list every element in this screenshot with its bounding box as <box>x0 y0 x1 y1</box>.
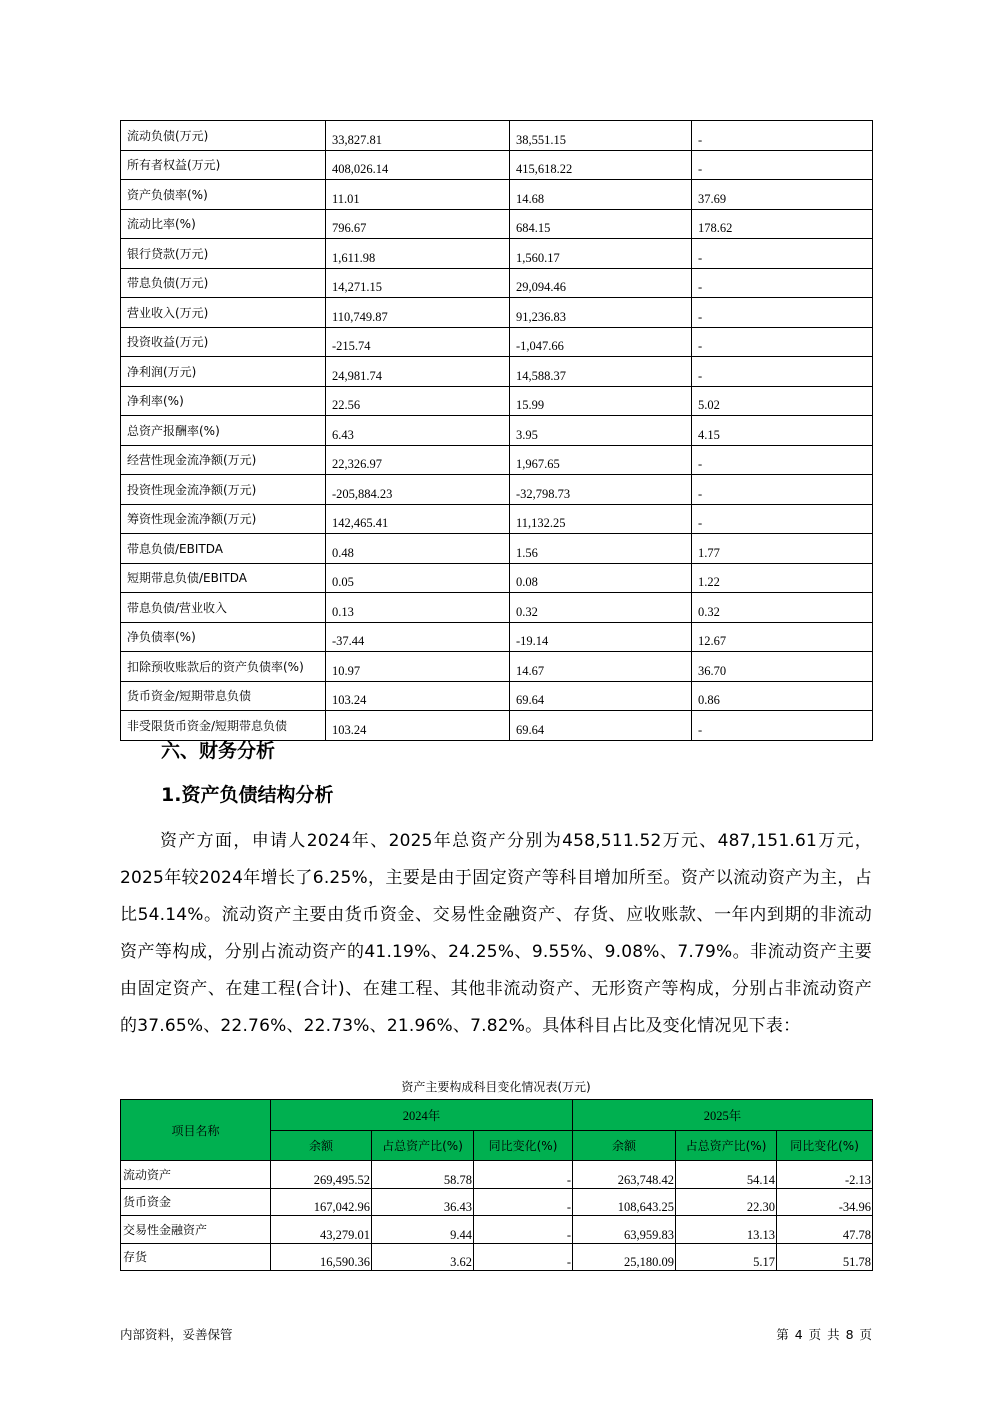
metric-value-3: - <box>692 298 873 328</box>
metric-value-3: - <box>692 150 873 180</box>
metric-value-1: 33,827.81 <box>326 121 510 151</box>
metric-label: 带息负债(万元) <box>121 268 326 298</box>
share-header: 占总资产比(%) <box>676 1131 777 1161</box>
change-header: 同比变化(%) <box>777 1131 873 1161</box>
balance-2024: 167,042.96 <box>271 1188 372 1216</box>
metric-label: 带息负债/EBITDA <box>121 534 326 564</box>
table-row <box>121 534 873 564</box>
table-row <box>121 563 873 593</box>
metric-value-2: 415,618.22 <box>510 150 692 180</box>
change-2024: - <box>474 1188 573 1216</box>
metric-label: 投资性现金流净额(万元) <box>121 475 326 505</box>
metric-label: 流动比率(%) <box>121 209 326 239</box>
table-row <box>121 681 873 711</box>
metric-value-2: 14,588.37 <box>510 357 692 387</box>
metric-label: 营业收入(万元) <box>121 298 326 328</box>
metric-value-3: 1.22 <box>692 563 873 593</box>
metric-value-1: 10.97 <box>326 652 510 682</box>
metric-value-1: 14,271.15 <box>326 268 510 298</box>
metric-value-2: -19.14 <box>510 622 692 652</box>
asset-item-label: 交易性金融资产 <box>121 1216 271 1244</box>
metric-value-3: - <box>692 357 873 387</box>
metric-value-2: 1,967.65 <box>510 445 692 475</box>
metric-value-1: 110,749.87 <box>326 298 510 328</box>
metric-label: 短期带息负债/EBITDA <box>121 563 326 593</box>
balance-2025: 263,748.42 <box>573 1161 676 1189</box>
metric-value-2: -1,047.66 <box>510 327 692 357</box>
item-name-header: 项目名称 <box>121 1100 271 1161</box>
balance-2025: 25,180.09 <box>573 1243 676 1271</box>
table-row <box>121 239 873 269</box>
table-row <box>121 1216 873 1244</box>
metric-value-1: 6.43 <box>326 416 510 446</box>
table-caption: 资产主要构成科目变化情况表(万元) <box>401 1080 591 1094</box>
metric-value-2: 684.15 <box>510 209 692 239</box>
table-row <box>121 180 873 210</box>
year-2024-header: 2024年 <box>271 1100 573 1131</box>
table-row <box>121 622 873 652</box>
section-heading: 六、财务分析 <box>161 740 276 762</box>
change-2024: - <box>474 1216 573 1244</box>
change-header: 同比变化(%) <box>474 1131 573 1161</box>
metric-value-3: - <box>692 504 873 534</box>
table-row <box>121 416 873 446</box>
metric-value-2: 91,236.83 <box>510 298 692 328</box>
share-2025: 22.30 <box>676 1188 777 1216</box>
metric-value-1: 408,026.14 <box>326 150 510 180</box>
metric-value-1: 142,465.41 <box>326 504 510 534</box>
asset-item-label: 存货 <box>121 1243 271 1271</box>
assets-table-body <box>121 1161 873 1271</box>
table-row <box>121 357 873 387</box>
metric-value-3: 0.32 <box>692 593 873 623</box>
share-2024: 9.44 <box>372 1216 474 1244</box>
metric-value-3: - <box>692 445 873 475</box>
metric-value-1: -37.44 <box>326 622 510 652</box>
metric-value-1: 796.67 <box>326 209 510 239</box>
balance-header: 余额 <box>271 1131 372 1161</box>
change-2025: -2.13 <box>777 1161 873 1189</box>
metric-value-2: 1,560.17 <box>510 239 692 269</box>
balance-2024: 16,590.36 <box>271 1243 372 1271</box>
metric-value-2: 69.64 <box>510 711 692 741</box>
metric-value-2: 14.67 <box>510 652 692 682</box>
metric-value-3: 12.67 <box>692 622 873 652</box>
table-row <box>121 386 873 416</box>
metric-value-3: - <box>692 268 873 298</box>
table-row <box>121 209 873 239</box>
metric-value-3: 178.62 <box>692 209 873 239</box>
metric-value-1: 1,611.98 <box>326 239 510 269</box>
metric-label: 经营性现金流净额(万元) <box>121 445 326 475</box>
metric-value-2: -32,798.73 <box>510 475 692 505</box>
change-2024: - <box>474 1161 573 1189</box>
change-2024: - <box>474 1243 573 1271</box>
metric-value-1: 0.13 <box>326 593 510 623</box>
metric-value-1: 0.05 <box>326 563 510 593</box>
metric-value-2: 0.08 <box>510 563 692 593</box>
metric-value-3: 4.15 <box>692 416 873 446</box>
metric-value-3: - <box>692 121 873 151</box>
metrics-table-body <box>121 121 873 741</box>
metric-label: 流动负债(万元) <box>121 121 326 151</box>
metric-label: 资产负债率(%) <box>121 180 326 210</box>
share-2025: 13.13 <box>676 1216 777 1244</box>
share-header: 占总资产比(%) <box>372 1131 474 1161</box>
table-row <box>121 475 873 505</box>
metric-value-3: 36.70 <box>692 652 873 682</box>
metric-value-1: 24,981.74 <box>326 357 510 387</box>
metric-label: 非受限货币资金/短期带息负债 <box>121 711 326 741</box>
table-row <box>121 1243 873 1271</box>
metric-label: 银行贷款(万元) <box>121 239 326 269</box>
metric-value-3: 5.02 <box>692 386 873 416</box>
metric-value-2: 14.68 <box>510 180 692 210</box>
metric-value-1: -215.74 <box>326 327 510 357</box>
balance-2025: 63,959.83 <box>573 1216 676 1244</box>
metric-label: 带息负债/营业收入 <box>121 593 326 623</box>
metric-value-1: 0.48 <box>326 534 510 564</box>
table-header-row <box>121 1100 873 1131</box>
metric-value-2: 15.99 <box>510 386 692 416</box>
metric-label: 投资收益(万元) <box>121 327 326 357</box>
metric-value-1: 22.56 <box>326 386 510 416</box>
asset-composition-table <box>120 1099 873 1271</box>
table-row <box>121 150 873 180</box>
financial-metrics-table <box>120 120 873 741</box>
change-2025: 51.78 <box>777 1243 873 1271</box>
footer-page-number: 第 4 页 共 8 页 <box>776 1327 872 1342</box>
metric-value-1: 22,326.97 <box>326 445 510 475</box>
balance-2025: 108,643.25 <box>573 1188 676 1216</box>
asset-item-label: 货币资金 <box>121 1188 271 1216</box>
change-2025: -34.96 <box>777 1188 873 1216</box>
balance-2024: 43,279.01 <box>271 1216 372 1244</box>
share-2024: 3.62 <box>372 1243 474 1271</box>
balance-2024: 269,495.52 <box>271 1161 372 1189</box>
table-row <box>121 121 873 151</box>
metric-label: 净利润(万元) <box>121 357 326 387</box>
metric-value-1: 103.24 <box>326 711 510 741</box>
metric-label: 总资产报酬率(%) <box>121 416 326 446</box>
metric-label: 货币资金/短期带息负债 <box>121 681 326 711</box>
asset-item-label: 流动资产 <box>121 1161 271 1189</box>
metric-value-3: 0.86 <box>692 681 873 711</box>
section-subheading: 1.资产负债结构分析 <box>161 784 334 806</box>
year-2025-header: 2025年 <box>573 1100 873 1131</box>
analysis-paragraph: 资产方面，申请人2024年、2025年总资产分别为458,511.52万元、487,151.61万元，2025年较2024年增长了6.25%，主要是由于固定资产等科目增加所至。资产以流动资产为主，占比54.14%。流动资产主要由货币资金、交易性金融资产、存货、应收账款、一年内到期的非流动资产等构成，分别占流动资产的41.19%、24.25%、9.55%、9.08%、7.79%。非流动资产主要由固定资产、在建工程(合计)、在建工程、其他非流动资产、无形资产等构成，分别占非流动资产的37.65%、22.76%、22.73%、21.96%、7.82%。具体科目占比及变化情况见下表： <box>120 831 872 1036</box>
footer-confidential-note: 内部资料，妥善保管 <box>120 1327 233 1342</box>
metric-value-2: 69.64 <box>510 681 692 711</box>
metric-label: 扣除预收账款后的资产负债率(%) <box>121 652 326 682</box>
metric-value-2: 29,094.46 <box>510 268 692 298</box>
metric-value-2: 11,132.25 <box>510 504 692 534</box>
metric-value-2: 3.95 <box>510 416 692 446</box>
balance-header: 余额 <box>573 1131 676 1161</box>
table-row <box>121 268 873 298</box>
share-2025: 5.17 <box>676 1243 777 1271</box>
metric-label: 净利率(%) <box>121 386 326 416</box>
table-row <box>121 1161 873 1189</box>
change-2025: 47.78 <box>777 1216 873 1244</box>
metric-value-1: 103.24 <box>326 681 510 711</box>
metric-value-2: 38,551.15 <box>510 121 692 151</box>
metric-value-3: 1.77 <box>692 534 873 564</box>
metric-value-2: 1.56 <box>510 534 692 564</box>
table-row <box>121 652 873 682</box>
metric-value-3: - <box>692 327 873 357</box>
table-row <box>121 298 873 328</box>
table-row <box>121 445 873 475</box>
metric-value-3: 37.69 <box>692 180 873 210</box>
metric-value-1: 11.01 <box>326 180 510 210</box>
metric-value-3: - <box>692 239 873 269</box>
metric-label: 净负债率(%) <box>121 622 326 652</box>
table-row <box>121 593 873 623</box>
metric-value-2: 0.32 <box>510 593 692 623</box>
share-2024: 58.78 <box>372 1161 474 1189</box>
metric-label: 筹资性现金流净额(万元) <box>121 504 326 534</box>
table-row <box>121 504 873 534</box>
table-row <box>121 327 873 357</box>
metric-value-3: - <box>692 475 873 505</box>
metric-value-3: - <box>692 711 873 741</box>
share-2024: 36.43 <box>372 1188 474 1216</box>
share-2025: 54.14 <box>676 1161 777 1189</box>
metric-label: 所有者权益(万元) <box>121 150 326 180</box>
metric-value-1: -205,884.23 <box>326 475 510 505</box>
table-row <box>121 1188 873 1216</box>
